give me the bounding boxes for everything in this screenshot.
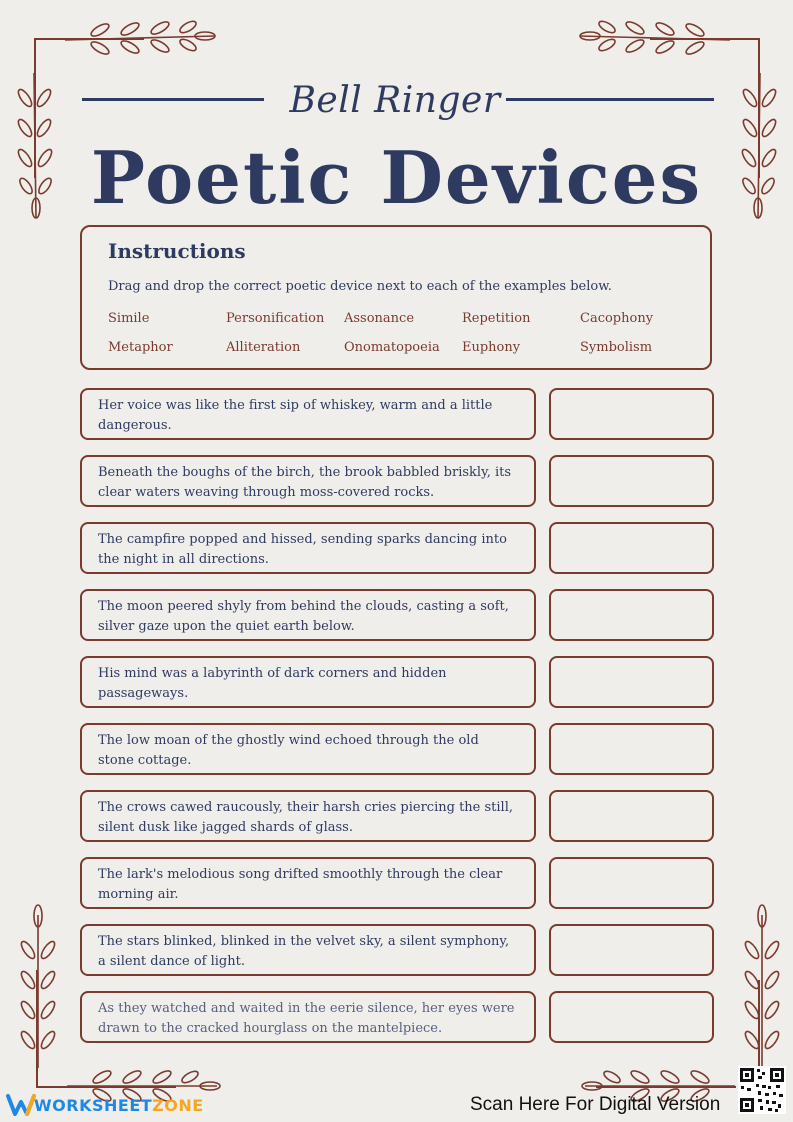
answer-drop-box[interactable]: [549, 857, 714, 909]
answer-drop-box[interactable]: [549, 723, 714, 775]
header-rule-right: [506, 98, 714, 101]
instructions-text: Drag and drop the correct poetic device next to each of the examples below.: [108, 279, 612, 294]
example-sentence: The low moan of the ghostly wind echoed through the old stone cottage.: [80, 723, 536, 775]
answer-drop-box[interactable]: [549, 790, 714, 842]
example-sentence: The crows cawed raucously, their harsh cries piercing the still, silent dusk like jagged shards of glass.: [80, 790, 536, 842]
device-option[interactable]: Alliteration: [226, 340, 301, 355]
scan-caption: Scan Here For Digital Version: [470, 1094, 721, 1115]
worksheet-subtitle: Bell Ringer: [289, 80, 501, 121]
answer-drop-box[interactable]: [549, 522, 714, 574]
worksheetzone-logo-icon: [6, 1092, 36, 1118]
device-option[interactable]: Euphony: [462, 340, 521, 355]
answer-drop-box[interactable]: [549, 991, 714, 1043]
device-option[interactable]: Repetition: [462, 311, 531, 326]
device-option[interactable]: Cacophony: [580, 311, 654, 326]
instructions-heading: Instructions: [108, 239, 246, 263]
question-row: [80, 924, 714, 976]
device-option[interactable]: Personification: [226, 311, 325, 326]
leaf-sprig-top-right-horizontal-icon: [575, 18, 735, 58]
example-sentence: As they watched and waited in the eerie silence, her eyes were drawn to the cracked hourglass on the mantelpiece.: [80, 991, 536, 1043]
question-row: [80, 991, 714, 1043]
question-row: [80, 790, 714, 842]
example-sentence: Her voice was like the first sip of whiskey, warm and a little dangerous.: [80, 388, 536, 440]
brand-name-part: ZONE: [152, 1096, 204, 1115]
answer-drop-box[interactable]: [549, 924, 714, 976]
example-sentence: The lark's melodious song drifted smoothly through the clear morning air.: [80, 857, 536, 909]
question-row: [80, 723, 714, 775]
device-option[interactable]: Assonance: [344, 311, 415, 326]
worksheet-header: [0, 80, 793, 220]
brand-name[interactable]: [34, 1096, 204, 1115]
example-sentence: The moon peered shyly from behind the clouds, casting a soft, silver gaze upon the quiet earth below.: [80, 589, 536, 641]
answer-drop-box[interactable]: [549, 589, 714, 641]
leaf-sprig-bottom-left-vertical-icon: [18, 900, 58, 1070]
question-row: [80, 455, 714, 507]
answer-drop-box[interactable]: [549, 455, 714, 507]
question-row: [80, 388, 714, 440]
instructions-panel: [80, 225, 712, 370]
qr-code-icon[interactable]: [738, 1066, 786, 1114]
question-row: [80, 857, 714, 909]
device-option[interactable]: Simile: [108, 311, 150, 326]
example-sentence: The campfire popped and hissed, sending sparks dancing into the night in all directions.: [80, 522, 536, 574]
question-row: [80, 522, 714, 574]
brand-name-part: WORKSHEET: [34, 1096, 153, 1115]
question-row: [80, 656, 714, 708]
worksheet-title: Poetic Devices: [90, 135, 703, 220]
answer-drop-box[interactable]: [549, 388, 714, 440]
device-option[interactable]: Onomatopoeia: [344, 340, 440, 355]
answer-drop-box[interactable]: [549, 656, 714, 708]
leaf-sprig-top-left-horizontal-icon: [60, 18, 220, 58]
question-row: [80, 589, 714, 641]
example-sentence: His mind was a labyrinth of dark corners and hidden passageways.: [80, 656, 536, 708]
leaf-sprig-bottom-right-vertical-icon: [742, 900, 782, 1070]
example-sentence: Beneath the boughs of the birch, the brook babbled briskly, its clear waters weaving through moss-covered rocks.: [80, 455, 536, 507]
example-sentence: The stars blinked, blinked in the velvet sky, a silent symphony, a silent dance of light.: [80, 924, 536, 976]
device-option[interactable]: Metaphor: [108, 340, 173, 355]
header-rule-left: [82, 98, 264, 101]
device-option[interactable]: Symbolism: [580, 340, 653, 355]
